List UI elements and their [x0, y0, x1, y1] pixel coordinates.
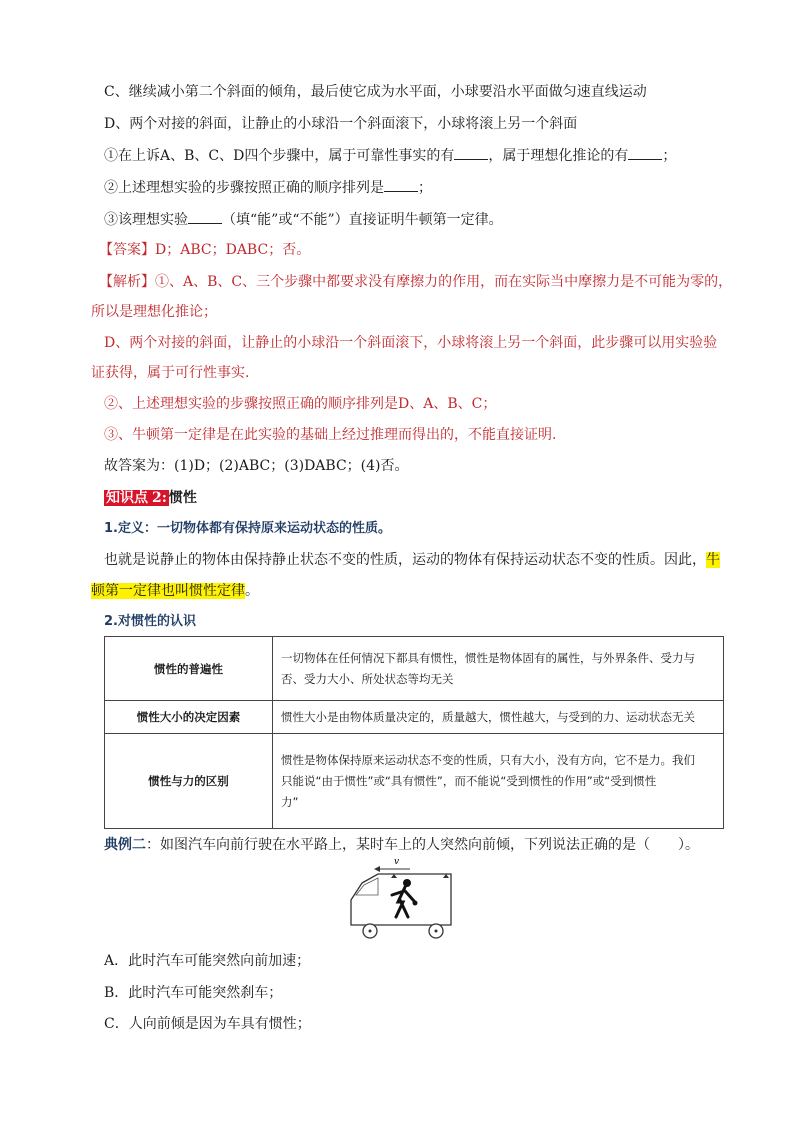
question-1-part-c: ； — [662, 148, 677, 164]
knowledge-point-tag: 知识点 — [106, 490, 148, 506]
bus-figure — [348, 855, 458, 940]
option-b: B．此时汽车可能突然刹车； — [104, 985, 283, 1001]
table-value-line: 否、受力大小、所处状态等均无关 — [281, 671, 454, 686]
analysis-line-3: D、两个对接的斜面，让静止的小球沿一个斜面滚下，小球将滚上另一个斜面，此步骤可以用实验验 — [104, 335, 718, 351]
velocity-label: v — [394, 857, 400, 867]
answer-tag: 【答案】 — [99, 242, 155, 258]
table-value-line: 一切物体在任何情况下都具有惯性，惯性是物体固有的属性，与外界条件、受力与 — [281, 650, 695, 665]
answer-blank — [188, 210, 222, 224]
highlighted-text: 顿第一定律也叫惯性定律 — [91, 583, 245, 599]
table-value-line: 只能说“由于惯性”或“具有惯性”，而不能说“受到惯性的作用”或“受到惯性 — [281, 773, 657, 788]
analysis-line-1 — [99, 272, 732, 292]
analysis-line-6: ③、牛顿第一定律是在此实验的基础上经过推理而得出的，不能直接证明. — [104, 427, 557, 443]
definition-body-2 — [91, 581, 259, 601]
knowledge-point-number: 2: — [152, 490, 167, 506]
option-d-text: D、两个对接的斜面，让静止的小球沿一个斜面滚下，小球将滚上另一个斜面 — [104, 116, 578, 132]
question-3-part-a: ③该理想实验 — [104, 212, 188, 228]
definition-body-1 — [104, 550, 720, 570]
example-question-text: ：如图汽车向前行驶在水平路上，某时车上的人突然向前倾，下列说法正确的是（ ）。 — [146, 837, 699, 853]
table-value-line: 力” — [281, 794, 299, 809]
answer-text: D；ABC；DABC；否。 — [155, 242, 311, 258]
question-1-part-b: ，属于理想化推论的有 — [488, 148, 629, 164]
definition-end: 。 — [245, 583, 259, 599]
knowledge-point-title: 惯性 — [168, 490, 197, 506]
question-2 — [104, 178, 432, 198]
person-body — [392, 887, 414, 917]
question-3-part-b: （填“能”或“不能”）直接证明牛顿第一定律。 — [222, 212, 503, 228]
analysis-text-1: ①、A、B、C、三个步骤中都要求没有摩擦力的作用，而在实际当中摩擦力是不可能为零的， — [155, 274, 733, 290]
table-row — [105, 701, 724, 734]
definition-body-text: 也就是说静止的物体由保持静止状态不变的性质，运动的物体有保持运动状态不变的性质。因此， — [104, 552, 706, 568]
final-answer: 故答案为：(1)D；(2)ABC；(3)DABC；(4)否。 — [104, 458, 409, 474]
table-value — [273, 637, 724, 701]
question-3 — [104, 210, 503, 230]
highlighted-text: 牛 — [706, 552, 720, 568]
example-question — [104, 835, 699, 855]
ball-icon — [413, 901, 418, 906]
inertia-table — [104, 636, 724, 829]
table-row — [105, 637, 724, 701]
knowledge-point-header — [104, 488, 197, 508]
question-1-part-a: ①在上诉A、B、C、D四个步骤中，属于可靠性事实的有 — [104, 148, 455, 164]
table-value-line: 惯性大小是由物体质量决定的，质量越大，惯性越大，与受到的力、运动状态无关 — [281, 709, 695, 724]
understanding-heading: 2.对惯性的认识 — [104, 614, 196, 629]
analysis-line-4: 证获得，属于可行性事实. — [91, 365, 250, 381]
table-value — [273, 701, 724, 734]
example-label: 典例二 — [104, 837, 146, 853]
arrow-head-icon — [374, 866, 380, 872]
question-2-part-b: ； — [418, 180, 432, 196]
option-a: A．此时汽车可能突然向前加速； — [104, 953, 311, 969]
table-value-line: 惯性是物体保持原来运动状态不变的性质，只有大小，没有方向，它不是力。我们 — [281, 752, 695, 767]
answer-blank — [384, 178, 418, 192]
question-1 — [104, 146, 676, 166]
analysis-line-2: 所以是理想化推论； — [91, 304, 217, 320]
answer-blank — [628, 146, 662, 160]
table-row — [105, 734, 724, 829]
table-key: 惯性的普遍性 — [105, 637, 273, 701]
analysis-line-5: ②、上述理想实验的步骤按照正确的顺序排列是D、A、B、C； — [104, 396, 497, 412]
table-value — [273, 734, 724, 829]
answer-blank — [454, 146, 488, 160]
wheel-hub — [435, 930, 438, 933]
analysis-tag: 【解析】 — [99, 274, 155, 290]
definition-heading: 1.定义：一切物体都有保持原来运动状态的性质。 — [104, 521, 391, 536]
question-2-part-a: ②上述理想实验的步骤按照正确的顺序排列是 — [104, 180, 384, 196]
table-key: 惯性大小的决定因素 — [105, 701, 273, 734]
option-c: C．人向前倾是因为车具有惯性； — [104, 1016, 311, 1032]
table-key: 惯性与力的区别 — [105, 734, 273, 829]
answer-line — [99, 240, 310, 260]
option-c-text: C、继续减小第二个斜面的倾角，最后使它成为水平面，小球要沿水平面做匀速直线运动 — [104, 84, 647, 100]
wheel-hub — [369, 930, 372, 933]
